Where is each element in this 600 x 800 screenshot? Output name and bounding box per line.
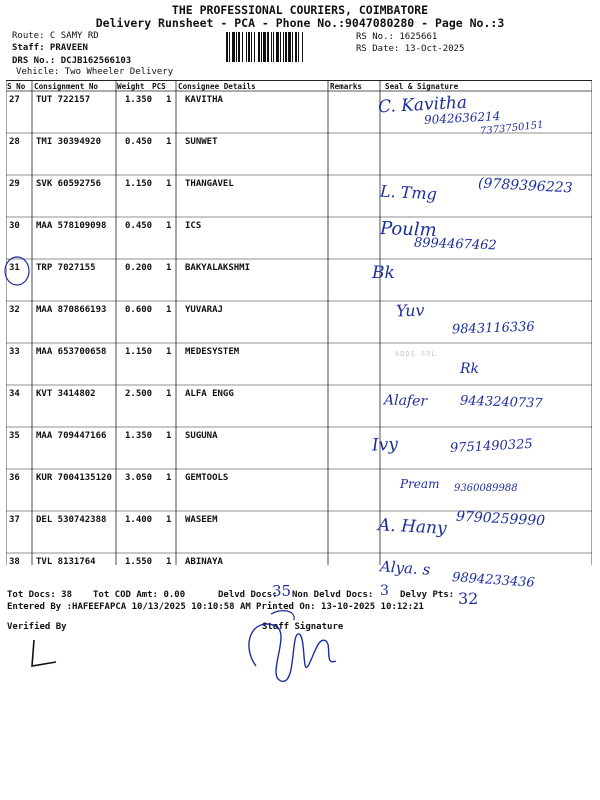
row-consignment-no: MAA 578109098: [36, 221, 107, 231]
row-weight: 1.150: [125, 347, 153, 357]
col-header-sno: S No: [7, 82, 26, 91]
row-pcs: 1: [166, 389, 172, 399]
row-weight: 1.350: [125, 431, 153, 441]
barcode-bar: [271, 32, 272, 62]
non-delivered-docs-value: 3: [380, 583, 389, 599]
barcode-bar: [246, 32, 247, 62]
row-sno: 31: [9, 263, 20, 273]
row-pcs: 1: [166, 137, 172, 147]
row-sno: 35: [9, 431, 20, 441]
route-label: Route: C SAMY RD: [12, 31, 99, 41]
row-weight: 1.350: [125, 95, 153, 105]
row-consignment-no: MAA 870866193: [36, 305, 107, 315]
row-pcs: 1: [166, 515, 172, 525]
barcode-bar: [242, 32, 243, 62]
row-pcs: 1: [166, 347, 172, 357]
row-consignment-no: TMI 30394920: [36, 137, 102, 147]
row-sno: 38: [9, 557, 20, 567]
row-handwritten-phone: 9790259990: [455, 508, 546, 530]
barcode-bar: [236, 32, 237, 62]
row-pcs: 1: [166, 263, 172, 273]
barcode-bar: [276, 32, 279, 62]
barcode-bar: [292, 32, 293, 62]
barcode-bar: [251, 32, 252, 62]
col-header-signature: Seal & Signature: [385, 82, 459, 91]
row-weight: 2.500: [125, 389, 153, 399]
barcode-bar: [298, 32, 299, 62]
row-sno: 28: [9, 137, 20, 147]
row-handwritten-phone: 9042636214: [423, 109, 501, 127]
row-consignment-no: TVL 8131764: [36, 557, 96, 567]
row-handwritten-signature: L. Tmg: [379, 181, 438, 204]
row-pcs: 1: [166, 95, 172, 105]
printed-on: Printed On: 13-10-2025 10:12:21: [256, 602, 424, 612]
row-handwritten-signature: Poulm: [379, 218, 437, 241]
row-sno: 36: [9, 473, 20, 483]
row-consignee: SUNWET: [185, 137, 218, 147]
drs-label: DRS No.: DCJB162566103: [12, 56, 132, 66]
barcode-bar: [226, 32, 228, 62]
row-handwritten-phone-alt: 7373750151: [479, 119, 545, 138]
barcode-bar: [285, 32, 287, 62]
runsheet-subtitle: Delivery Runsheet - PCA - Phone No.:9047080280 - Page No.:3: [95, 16, 505, 30]
barcode-bar: [302, 32, 303, 62]
row-weight: 1.550: [125, 557, 153, 567]
row-consignee: BAKYALAKSHMI: [185, 263, 251, 273]
row-consignment-no: SVK 60592756: [36, 179, 102, 189]
barcode-bar: [280, 32, 281, 62]
row-consignee: ABINAYA: [185, 557, 223, 567]
row-weight: 3.050: [125, 473, 153, 483]
col-header-consignment: Consignment No: [34, 82, 99, 91]
staff-signature-scribble: [236, 606, 346, 688]
row-handwritten-signature: Pream: [400, 477, 440, 491]
row-sno: 33: [9, 347, 20, 357]
barcode-bar: [283, 32, 284, 62]
row-weight: 1.150: [125, 179, 153, 189]
total-docs: Tot Docs: 38: [7, 590, 73, 600]
row-sno: 30: [9, 221, 20, 231]
verified-by-label: Verified By: [7, 622, 67, 632]
row-pcs: 1: [166, 557, 172, 567]
barcode-bar: [263, 32, 266, 62]
row-handwritten-signature: Alya. s: [379, 557, 431, 579]
barcode-bar: [273, 32, 274, 62]
row-consignment-no: MAA 653700658: [36, 347, 107, 357]
row-consignee: KAVITHA: [185, 95, 223, 105]
row-pcs: 1: [166, 221, 172, 231]
row-handwritten-phone: 9360089988: [454, 483, 518, 494]
row-handwritten-phone: 9843116336: [451, 319, 535, 338]
row-consignment-no: KVT 3414802: [36, 389, 96, 399]
row-handwritten-phone: (9789396223: [477, 175, 573, 197]
row-handwritten-signature: C. Kavitha: [377, 92, 468, 118]
rs-date: RS Date: 13-Oct-2025: [356, 44, 465, 54]
barcode-bar: [229, 32, 230, 62]
row-consignment-no: DEL 530742388: [36, 515, 107, 525]
row-consignment-no: TUT 722157: [36, 95, 91, 105]
row-handwritten-phone: 9443240737: [459, 393, 543, 412]
row-consignee: ICS: [185, 221, 202, 231]
row-handwritten-signature: Ivy: [371, 434, 399, 456]
row-sno: 34: [9, 389, 20, 399]
barcode-bar: [258, 32, 260, 62]
row-handwritten-phone: 9751490325: [449, 436, 534, 457]
row-consignee: GEMTOOLS: [185, 473, 229, 483]
delivery-points-label: Delvy Pts:: [400, 590, 455, 600]
row-handwritten-signature: Rk: [460, 361, 480, 377]
row-handwritten-signature: Bk: [372, 263, 395, 283]
row-handwritten-signature: Yuv: [395, 300, 425, 321]
row-weight: 0.600: [125, 305, 153, 315]
rs-number: RS No.: 1625661: [356, 32, 438, 42]
row-consignment-no: KUR 7004135120: [36, 473, 112, 483]
row-consignment-no: MAA 709447166: [36, 431, 107, 441]
col-header-pcs: PCS: [152, 82, 166, 91]
row-pcs: 1: [166, 473, 172, 483]
row-pcs: 1: [166, 431, 172, 441]
row-weight: 1.400: [125, 515, 153, 525]
row-handwritten-phone: 9894233436: [451, 570, 536, 591]
staff-signature-label: Staff Signature: [262, 622, 344, 632]
barcode-bar: [295, 32, 297, 62]
row-sno: 27: [9, 95, 20, 105]
staff-label: Staff: PRAVEEN: [12, 43, 88, 53]
barcode: [226, 32, 352, 62]
row-sno: 29: [9, 179, 20, 189]
company-title: THE PROFESSIONAL COURIERS, COIMBATORE: [171, 3, 429, 17]
row-consignee: SUGUNA: [185, 431, 218, 441]
stamp-watermark: ADDS SOL: [395, 350, 437, 358]
row-31-circle-mark: [2, 254, 32, 288]
col-header-consignee: Consignee Details: [178, 82, 256, 91]
row-handwritten-signature: A. Hany: [377, 515, 448, 539]
row-handwritten-signature: Alafer: [383, 392, 428, 410]
row-consignment-no: TRP 7027155: [36, 263, 96, 273]
row-consignee: YUVARAJ: [185, 305, 223, 315]
row-consignee: THANGAVEL: [185, 179, 234, 189]
row-weight: 0.450: [125, 137, 153, 147]
entered-by: Entered By :HAFEEFAPCA 10/13/2025 10:10:58 AM: [7, 602, 251, 612]
row-weight: 0.200: [125, 263, 153, 273]
row-consignee: MEDESYSTEM: [185, 347, 240, 357]
barcode-bar: [261, 32, 262, 62]
verifier-signature-scribble: [22, 636, 62, 672]
row-pcs: 1: [166, 305, 172, 315]
col-header-remarks: Remarks: [330, 82, 363, 91]
barcode-bar: [248, 32, 250, 62]
row-consignee: WASEEM: [185, 515, 218, 525]
row-handwritten-phone: 8994467462: [413, 235, 497, 254]
barcode-bar: [254, 32, 255, 62]
vehicle-label: Vehicle: Two Wheeler Delivery: [16, 67, 174, 77]
delivery-points-value: 32: [458, 589, 479, 608]
row-weight: 0.450: [125, 221, 153, 231]
row-pcs: 1: [166, 179, 172, 189]
barcode-bar: [238, 32, 240, 62]
barcode-bar: [267, 32, 269, 62]
barcode-bar: [232, 32, 235, 62]
non-delivered-docs-label: Non Delvd Docs:: [292, 590, 374, 600]
total-cod: Tot COD Amt: 0.00: [93, 590, 186, 600]
row-sno: 32: [9, 305, 20, 315]
delivered-docs-value: 35: [272, 582, 292, 600]
row-consignee: ALFA ENGG: [185, 389, 234, 399]
barcode-bar: [288, 32, 291, 62]
col-header-weight: Weight: [117, 82, 145, 91]
delivered-docs-label: Delvd Docs:: [218, 590, 278, 600]
row-sno: 37: [9, 515, 20, 525]
